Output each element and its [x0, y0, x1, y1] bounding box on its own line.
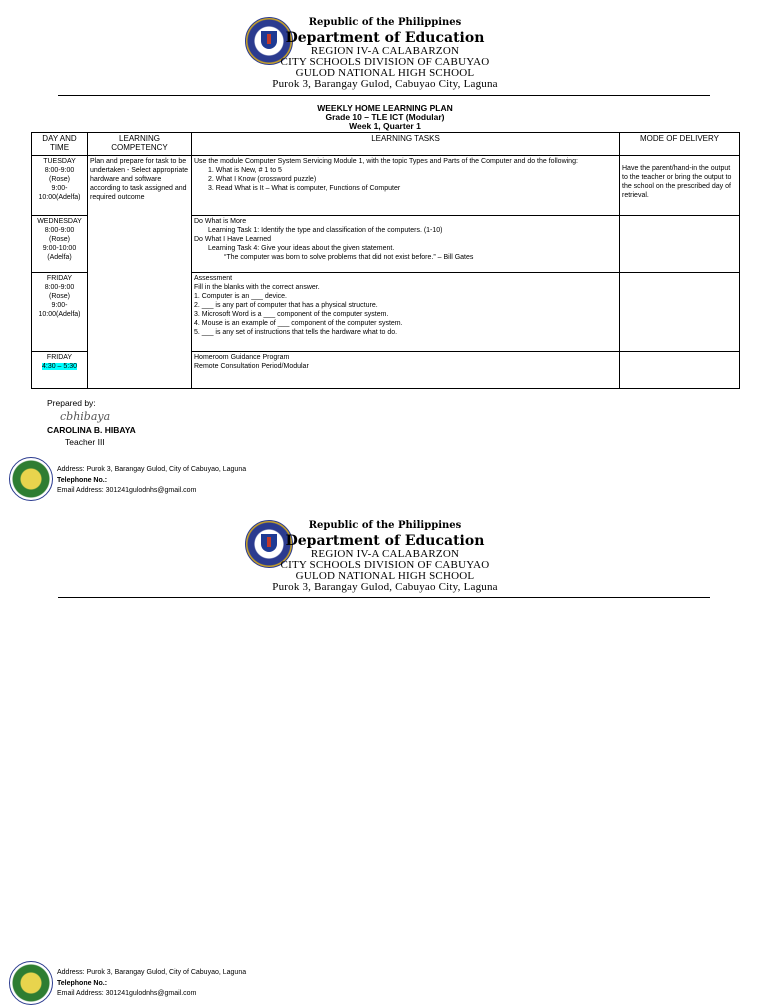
footer-email: Email Address: 301241gulodnhs@gmail.com	[57, 990, 197, 997]
task-item: 1. What is New, # 1 to 5	[208, 167, 282, 174]
header-divider	[58, 597, 710, 598]
table-row	[32, 156, 740, 216]
learning-plan-table	[31, 132, 740, 389]
task-item: Learning Task 4: Give your ideas about the given statement.	[208, 245, 395, 252]
time-slot: 9:00-	[51, 185, 68, 192]
footer-telephone: Telephone No.:	[57, 980, 108, 987]
day-label: FRIDAY	[46, 354, 73, 361]
day-cell	[32, 216, 88, 273]
task-heading: Do What is More	[194, 218, 247, 225]
group-label: (Rose)	[48, 176, 70, 183]
plan-week: Week 1, Quarter 1	[349, 121, 421, 131]
tasks-cell	[192, 352, 620, 389]
task-item: 2. What I Know (crossword puzzle)	[208, 176, 317, 183]
republic-line: Republic of the Philippines	[308, 520, 462, 531]
col-header-day: DAY AND TIME	[32, 133, 88, 156]
time-slot: 9:00-10:00	[42, 245, 77, 252]
time-slot: 8:00-9:00	[44, 227, 75, 234]
task-instruction: Fill in the blanks with the correct answer.	[194, 284, 320, 291]
time-slot-highlighted: 4:30 – 5:30	[41, 363, 78, 370]
header-divider	[58, 95, 710, 96]
tasks-cell	[192, 273, 620, 352]
time-slot: 10:00(Adelfa)	[38, 194, 81, 201]
col-header-delivery: MODE OF DELIVERY	[620, 133, 740, 156]
task-item: Learning Task 1: Identify the type and classification of the computers. (1-10)	[208, 227, 443, 234]
col-header-tasks: LEARNING TASKS	[192, 133, 620, 156]
task-quote: “The computer was born to solve problems that did not exist before.” – Bill Gates	[224, 254, 474, 261]
assessment-item: 2. ___ is any part of computer that has a physical structure.	[194, 302, 378, 309]
division-line: CITY SCHOOLS DIVISION OF CABUYAO	[280, 559, 490, 571]
teacher-name: CAROLINA B. HIBAYA	[47, 425, 136, 435]
competency-cell: Plan and prepare for task to be undertaken - Select appropriate hardware and software according to task assigned and required outcome	[88, 156, 192, 389]
delivery-cell-empty	[620, 216, 740, 273]
department-title: Department of Education	[285, 533, 485, 549]
prepared-by-label: Prepared by:	[47, 398, 96, 408]
plan-subject: Grade 10 – TLE ICT (Modular)	[325, 112, 445, 122]
time-slot: 8:00-9:00	[44, 284, 75, 291]
delivery-cell-empty	[620, 352, 740, 389]
school-line: GULOD NATIONAL HIGH SCHOOL	[295, 570, 475, 582]
tasks-cell	[192, 216, 620, 273]
task-heading: Do What I Have Learned	[194, 236, 272, 243]
tasks-cell	[192, 156, 620, 216]
day-cell	[32, 352, 88, 389]
division-line: CITY SCHOOLS DIVISION OF CABUYAO	[280, 56, 490, 68]
time-slot: 9:00-	[51, 302, 68, 309]
day-label: WEDNESDAY	[37, 218, 82, 225]
task-item: Homeroom Guidance Program	[194, 354, 290, 361]
school-address-line: Purok 3, Barangay Gulod, Cabuyao City, Laguna	[272, 581, 498, 593]
delivery-cell: Have the parent/hand-in the output to the teacher or bring the output to the school on the prescribed day of retrieval.	[620, 156, 740, 216]
time-slot: 8:00-9:00	[44, 167, 75, 174]
day-label: FRIDAY	[46, 275, 73, 282]
group-label: (Adelfa)	[47, 254, 72, 261]
assessment-item: 3. Microsoft Word is a ___ component of the computer system.	[194, 311, 389, 318]
assessment-item: 1. Computer is an ___ device.	[194, 293, 287, 300]
school-line: GULOD NATIONAL HIGH SCHOOL	[295, 67, 475, 79]
table-header-row	[32, 133, 740, 156]
day-label: TUESDAY	[43, 158, 76, 165]
task-heading: Assessment	[194, 275, 233, 282]
region-line: REGION IV-A CALABARZON	[310, 548, 460, 560]
assessment-item: 4. Mouse is an example of ___ component of the computer system.	[194, 320, 403, 327]
republic-line: Republic of the Philippines	[308, 17, 462, 28]
department-title: Department of Education	[285, 30, 485, 46]
day-cell	[32, 273, 88, 352]
group-label: (Rose)	[48, 293, 70, 300]
teacher-position: Teacher III	[65, 437, 105, 447]
task-item: 3. Read What is It – What is computer, Functions of Computer	[208, 185, 401, 192]
plan-title: WEEKLY HOME LEARNING PLAN	[317, 103, 453, 113]
time-slot: 10:00(Adelfa)	[38, 311, 81, 318]
school-seal-logo	[9, 961, 53, 1005]
school-seal-logo	[9, 457, 53, 501]
signature: cbhibaya	[60, 410, 111, 423]
delivery-cell-empty	[620, 273, 740, 352]
school-address-line: Purok 3, Barangay Gulod, Cabuyao City, Laguna	[272, 78, 498, 90]
day-cell	[32, 156, 88, 216]
col-header-competency: LEARNING COMPETENCY	[88, 133, 192, 156]
task-item: Remote Consultation Period/Modular	[194, 363, 309, 370]
footer-address: Address: Purok 3, Barangay Gulod, City of Cabuyao, Laguna	[57, 969, 247, 976]
region-line: REGION IV-A CALABARZON	[310, 45, 460, 57]
footer-telephone: Telephone No.:	[57, 477, 108, 484]
assessment-item: 5. ___ is any set of instructions that tells the hardware what to do.	[194, 329, 398, 336]
footer-address: Address: Purok 3, Barangay Gulod, City of Cabuyao, Laguna	[57, 466, 247, 473]
group-label: (Rose)	[48, 236, 70, 243]
footer-email: Email Address: 301241gulodnhs@gmail.com	[57, 487, 197, 494]
task-intro: Use the module Computer System Servicing Module 1, with the topic Types and Parts of the Computer and do the following:	[194, 158, 578, 165]
